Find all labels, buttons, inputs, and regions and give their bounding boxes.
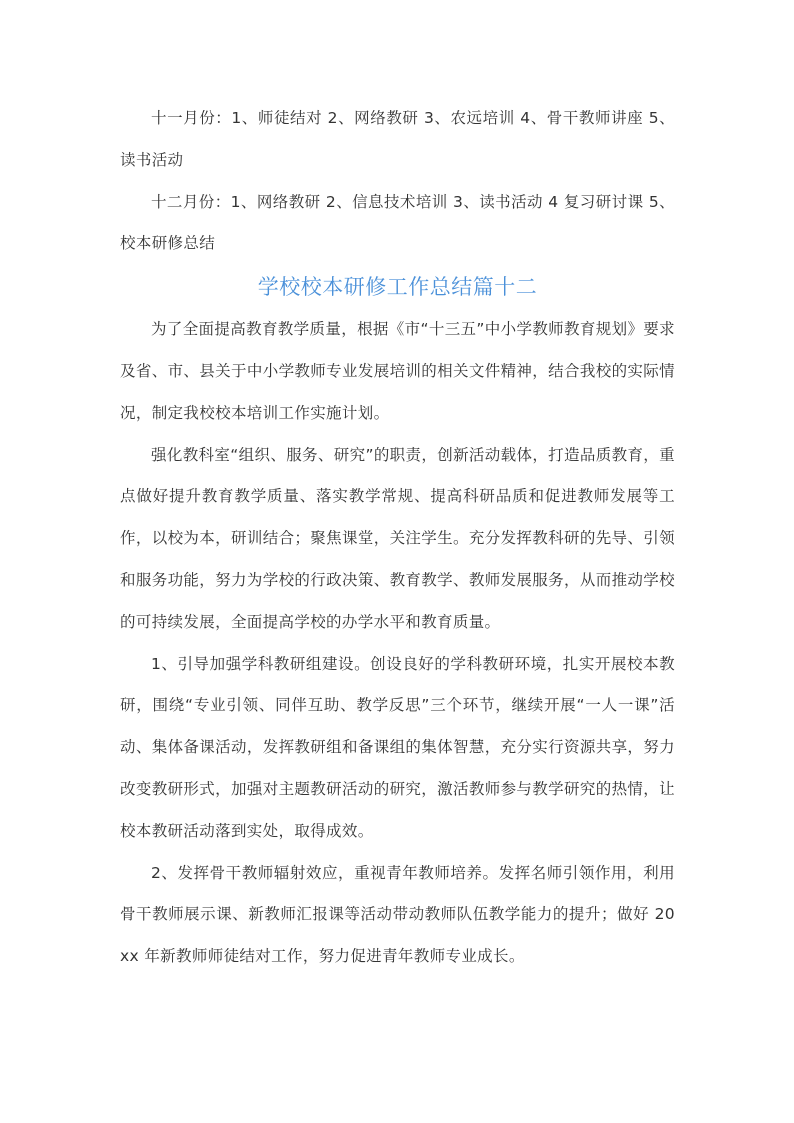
paragraph-intro: 为了全面提高教育教学质量，根据《市“十三五”中小学教师教育规划》要求及省、市、县关于中小学教师专业发展培训的相关文件精神，结合我校的实际情况，制定我校校本培训工作实施计划。 [120,320,675,422]
paragraph-december-plan: 十二月份：1、网络教研 2、信息技术培训 3、读书活动 4 复习研讨课 5、校本研修总结 [120,192,675,253]
paragraph-item-2: 2、发挥骨干教师辐射效应，重视青年教师培养。发挥名师引领作用，利用骨干教师展示课、新教师汇报课等活动带动教师队伍教学能力的提升；做好 20xx 年新教师师徒结对工作，努力促进青年教师专业成长。 [120,863,675,966]
section-heading: 学校校本研修工作总结篇十二 [257,275,538,300]
paragraph-november-plan: 十一月份：1、师徒结对 2、网络教研 3、农远培训 4、骨干教师讲座 5、读书活动 [120,109,675,169]
paragraph-goals: 强化教科室“组织、服务、研究”的职责，创新活动载体，打造品质教育，重点做好提升教育教学质量、落实教学常规、提高科研品质和促进教师发展等工作，以校为本，研训结合；聚焦课堂，关注学生。充分发挥教科研的先导、引领和服务功能，努力为学校的行政决策、教育教学、教师发展服务，从而推动学校的可持续发展，全面提高学校的办学水平和教育质量。 [120,445,675,631]
paragraph-item-1: 1、引导加强学科教研组建设。创设良好的学科教研环境，扎实开展校本教研，围绕“专业引领、同伴互助、教学反思”三个环节，继续开展“一人一课”活动、集体备课活动，发挥教研组和备课组的集体智慧，充分实行资源共享，努力改变教研形式，加强对主题教研活动的研究，激活教师参与教学研究的热情，让校本教研活动落到实处，取得成效。 [120,654,675,840]
document-body [120,98,675,978]
